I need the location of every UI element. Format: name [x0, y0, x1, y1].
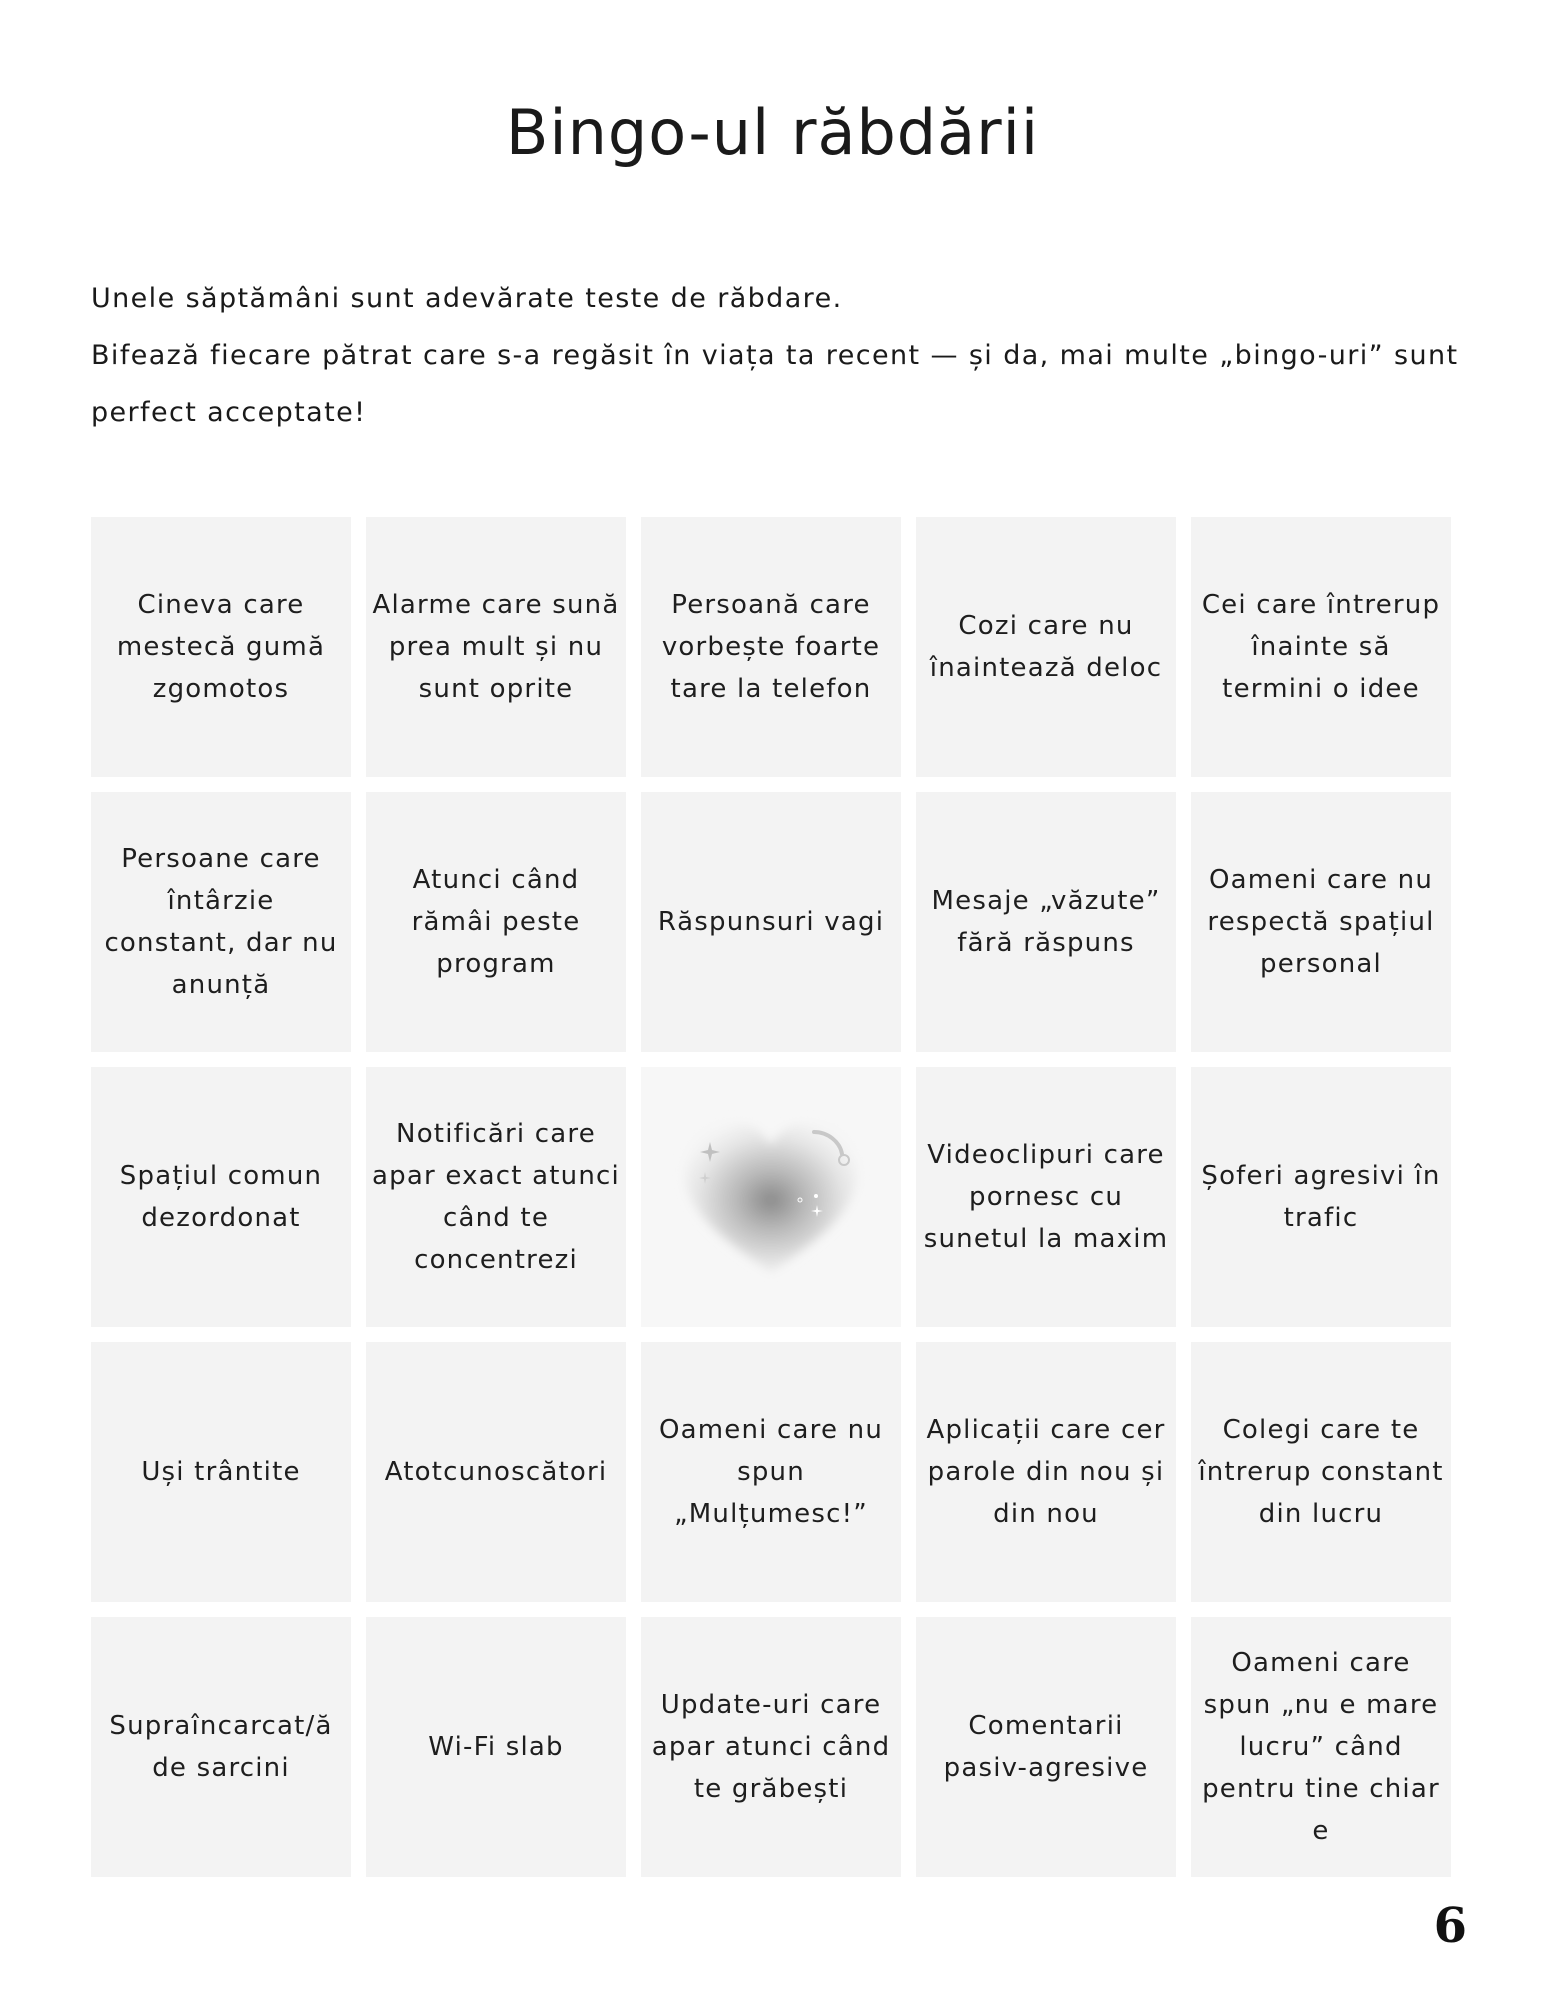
- bingo-cell-label: Oameni care nu spun „Mulțumesc!”: [658, 1415, 884, 1529]
- bingo-cell[interactable]: [91, 1617, 351, 1877]
- bingo-cell-label: Cozi care nu înaintează deloc: [929, 611, 1163, 683]
- bingo-cell[interactable]: [916, 1617, 1176, 1877]
- bingo-cell[interactable]: [1191, 1342, 1451, 1602]
- bingo-cell[interactable]: [366, 1617, 626, 1877]
- bingo-cell[interactable]: [1191, 517, 1451, 777]
- bingo-cell-label: Aplicații care cer parole din nou și din nou: [926, 1415, 1166, 1529]
- bingo-cell-label: Comentarii pasiv-agresive: [943, 1711, 1149, 1783]
- bingo-cell[interactable]: [366, 792, 626, 1052]
- bingo-cell[interactable]: [91, 792, 351, 1052]
- bingo-cell[interactable]: [91, 1067, 351, 1327]
- bingo-cell[interactable]: [916, 1067, 1176, 1327]
- bingo-cell-label: Alarme care sună prea mult și nu sunt oprite: [372, 590, 620, 704]
- intro-text: [91, 270, 1461, 441]
- bingo-cell[interactable]: [1191, 792, 1451, 1052]
- bingo-cell-label: Update-uri care apar atunci când te grăbești: [651, 1690, 891, 1804]
- bingo-cell-label: Persoană care vorbește foarte tare la telefon: [661, 590, 881, 704]
- bingo-cell[interactable]: [1191, 1067, 1451, 1327]
- bingo-cell[interactable]: [916, 517, 1176, 777]
- bingo-cell-label: Cineva care mestecă gumă zgomotos: [116, 590, 326, 704]
- bingo-cell-label: Oameni care spun „nu e mare lucru” când pentru tine chiar e: [1202, 1648, 1440, 1846]
- bingo-cell-label: Spațiul comun dezordonat: [119, 1161, 323, 1233]
- bingo-cell[interactable]: [366, 1067, 626, 1327]
- bingo-cell-label: Atotcunoscători: [384, 1457, 608, 1487]
- bingo-grid: [91, 517, 1453, 1877]
- bingo-cell[interactable]: [91, 517, 351, 777]
- bingo-cell-label: Supraîncarcat/ă de sarcini: [109, 1711, 333, 1783]
- bingo-cell[interactable]: [1191, 1617, 1451, 1877]
- bingo-free-cell[interactable]: [641, 1067, 901, 1327]
- intro-line: Bifează fiecare pătrat care s-a regăsit în viața ta recent — și da, mai multe „bingo-uri” sunt perfect acceptate!: [91, 340, 1459, 428]
- bingo-cell-label: Colegi care te întrerup constant din lucru: [1198, 1415, 1444, 1529]
- bingo-cell-label: Oameni care nu respectă spațiul personal: [1207, 865, 1435, 979]
- bingo-cell-label: Uși trântite: [141, 1457, 301, 1487]
- bingo-cell[interactable]: [366, 517, 626, 777]
- bingo-cell[interactable]: [641, 517, 901, 777]
- page-number: 6: [1433, 1898, 1467, 1954]
- intro-line: Unele săptămâni sunt adevărate teste de răbdare.: [91, 283, 843, 314]
- bingo-cell-label: Mesaje „văzute” fără răspuns: [931, 886, 1161, 958]
- heart-icon: [666, 1102, 876, 1292]
- bingo-cell[interactable]: [916, 1342, 1176, 1602]
- bingo-cell-label: Notificări care apar exact atunci când te concentrezi: [372, 1119, 620, 1275]
- bingo-cell-label: Persoane care întârzie constant, dar nu anunță: [104, 844, 338, 1000]
- bingo-cell[interactable]: [641, 1617, 901, 1877]
- bingo-cell[interactable]: [91, 1342, 351, 1602]
- bingo-cell-label: Răspunsuri vagi: [657, 907, 885, 937]
- page-title: Bingo-ul răbdării: [505, 96, 1040, 169]
- bingo-cell-label: Șoferi agresivi în trafic: [1201, 1161, 1441, 1233]
- bingo-cell-label: Videoclipuri care pornesc cu sunetul la maxim: [923, 1140, 1169, 1254]
- bingo-cell-label: Wi-Fi slab: [428, 1732, 564, 1762]
- bingo-cell[interactable]: [366, 1342, 626, 1602]
- bingo-cell[interactable]: [641, 792, 901, 1052]
- bingo-cell[interactable]: [916, 792, 1176, 1052]
- bingo-cell-label: Atunci când rămâi peste program: [411, 865, 581, 979]
- bingo-cell-label: Cei care întrerup înainte să termini o idee: [1201, 590, 1441, 704]
- bingo-cell[interactable]: [641, 1342, 901, 1602]
